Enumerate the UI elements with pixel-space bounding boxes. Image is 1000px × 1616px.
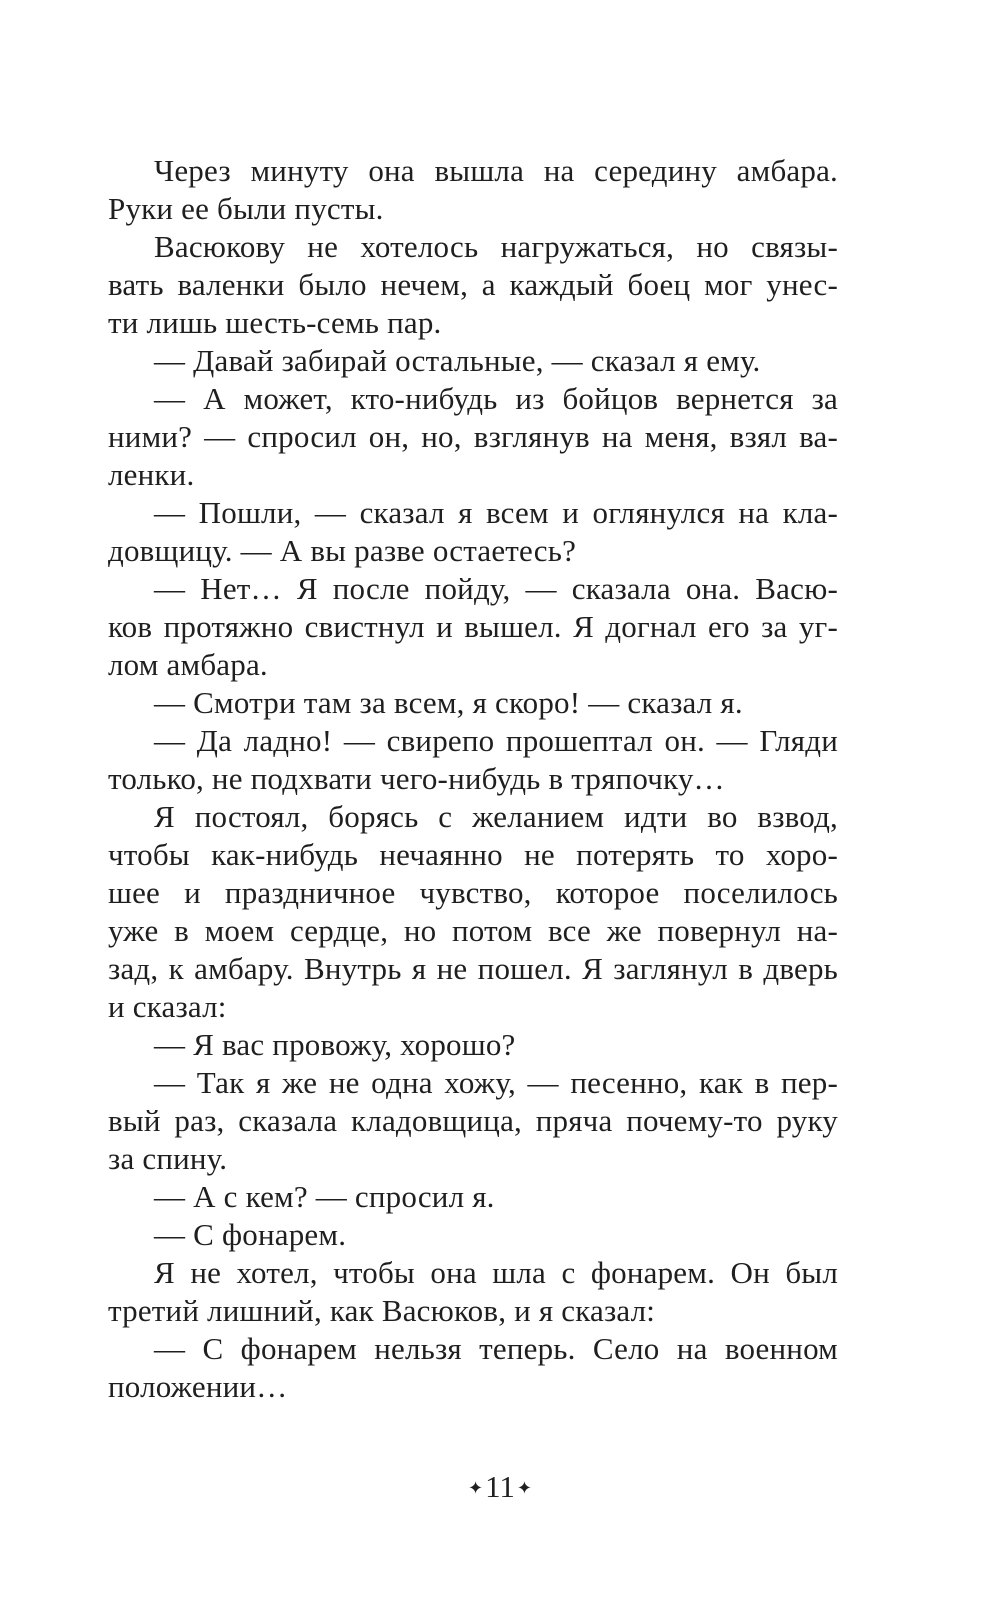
text-line: довщицу. — А вы разве остаетесь? bbox=[108, 533, 577, 568]
text-line: ленки. bbox=[108, 457, 195, 492]
page-number-value: 11 bbox=[485, 1469, 515, 1504]
text-line: третий лишний, как Васюков, и я сказал: bbox=[108, 1293, 656, 1328]
text-line: ти лишь шесть-семь пар. bbox=[108, 305, 442, 340]
text-line: лом амбара. bbox=[108, 647, 268, 682]
text-line: — С фонарем нельзя теперь. Село на военном bbox=[154, 1331, 838, 1366]
text-line: чтобы как-нибудь нечаянно не потерять то хоро- bbox=[108, 837, 838, 872]
text-line: положении… bbox=[108, 1369, 288, 1404]
text-line: вать валенки было нечем, а каждый боец мог унес- bbox=[108, 267, 838, 302]
page-number bbox=[0, 1468, 1000, 1507]
text-line: уже в моем сердце, но потом все же повернул на- bbox=[108, 913, 838, 948]
text-line: зад, к амбару. Внутрь я не пошел. Я заглянул в дверь bbox=[108, 951, 838, 986]
text-line: — Да ладно! — свирепо прошептал он. — Гляди bbox=[154, 723, 838, 758]
text-line: Через минуту она вышла на середину амбара. bbox=[154, 153, 838, 188]
text-line: ков протяжно свистнул и вышел. Я догнал его за уг- bbox=[108, 609, 838, 644]
text-line: — Так я же не одна хожу, — песенно, как в пер- bbox=[154, 1065, 838, 1100]
ornament-left-icon: ✦ bbox=[467, 1478, 484, 1498]
text-line: и сказал: bbox=[108, 989, 227, 1024]
text-line: Руки ее были пусты. bbox=[108, 191, 384, 226]
text-line: Васюкову не хотелось нагружаться, но связы- bbox=[154, 229, 838, 264]
text-line: — Пошли, — сказал я всем и оглянулся на кла- bbox=[154, 495, 838, 530]
text-line: — А с кем? — спросил я. bbox=[154, 1179, 495, 1214]
text-line: Я не хотел, чтобы она шла с фонарем. Он был bbox=[154, 1255, 838, 1290]
body-text bbox=[108, 152, 838, 1406]
text-line: — Смотри там за всем, я скоро! — сказал я. bbox=[154, 685, 743, 720]
text-line: шее и праздничное чувство, которое поселилось bbox=[108, 875, 838, 910]
text-line: ними? — спросил он, но, взглянув на меня, взял ва- bbox=[108, 419, 838, 454]
text-line: — С фонарем. bbox=[154, 1217, 347, 1252]
text-line: только, не подхвати чего-нибудь в тряпочку… bbox=[108, 761, 725, 796]
text-line: — Давай забирай остальные, — сказал я ему. bbox=[154, 343, 761, 378]
ornament-right-icon: ✦ bbox=[516, 1478, 533, 1498]
text-line: вый раз, сказала кладовщица, пряча почему-то руку bbox=[108, 1103, 838, 1138]
text-line: Я постоял, борясь с желанием идти во взвод, bbox=[154, 799, 838, 834]
text-line: за спину. bbox=[108, 1141, 228, 1176]
text-line: — Нет… Я после пойду, — сказала она. Васю- bbox=[154, 571, 838, 606]
text-line: — А может, кто-нибудь из бойцов вернется за bbox=[154, 381, 838, 416]
text-line: — Я вас провожу, хорошо? bbox=[154, 1027, 516, 1062]
